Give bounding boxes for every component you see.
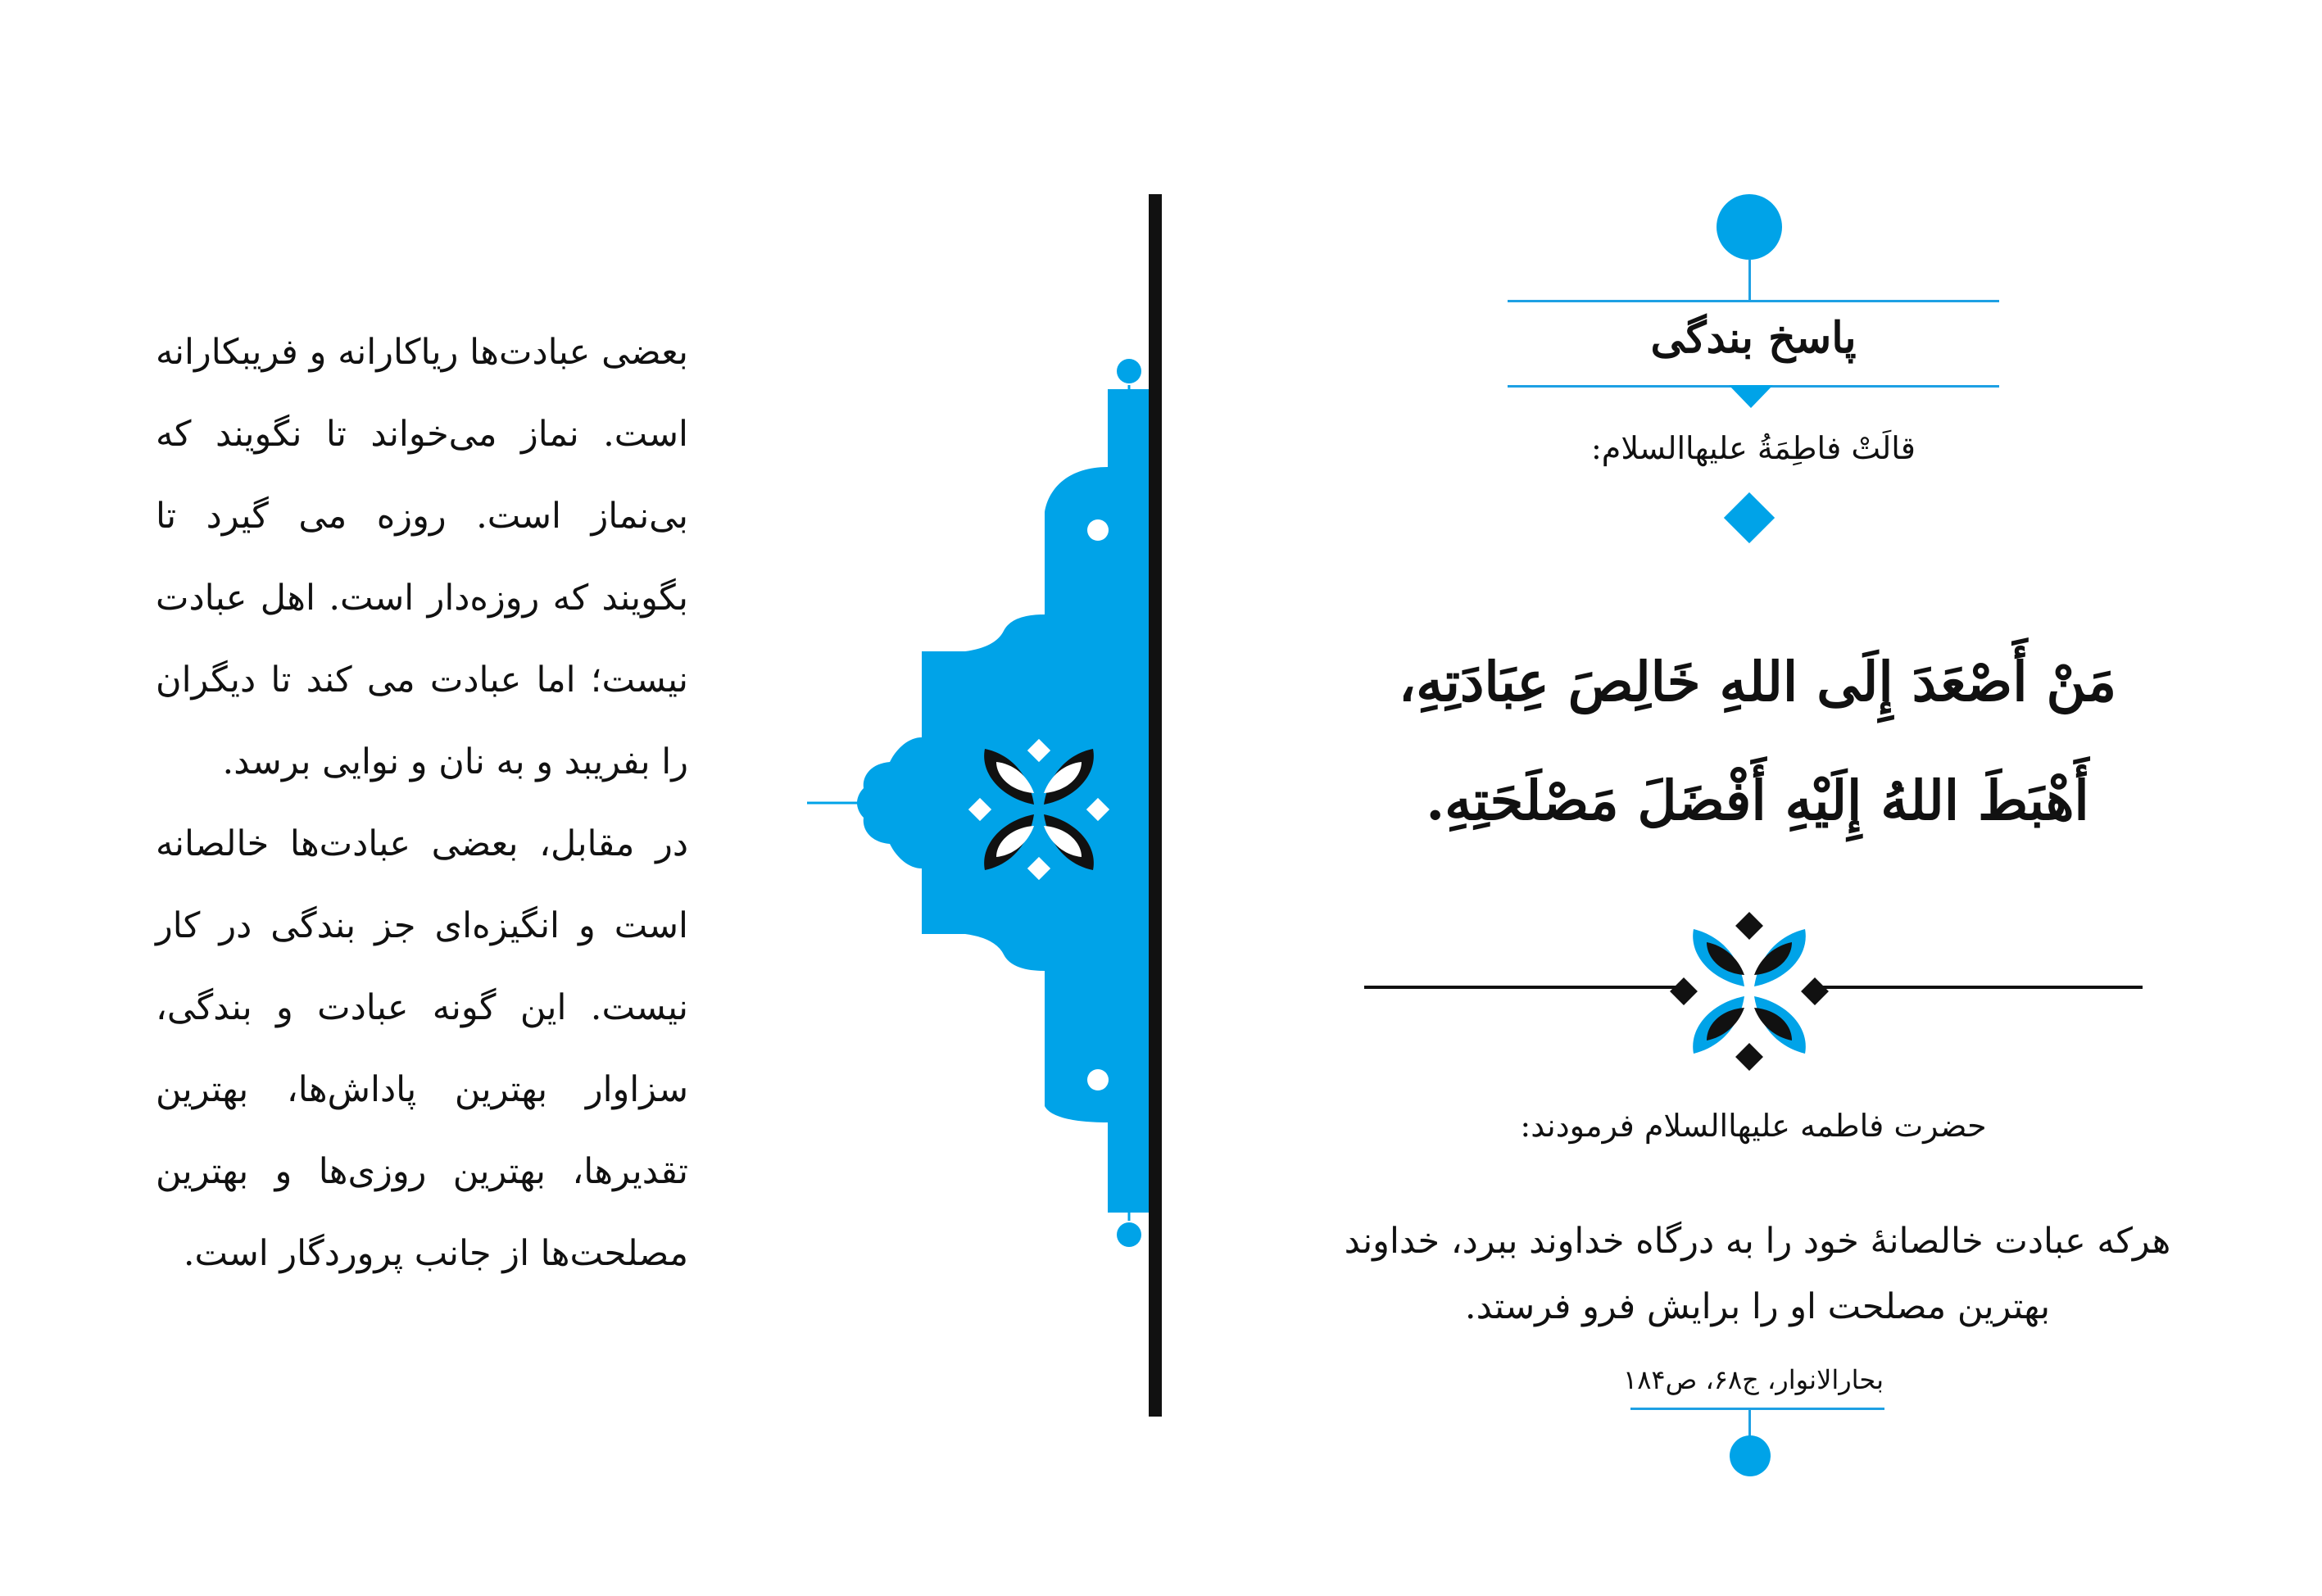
- bottom-stem: [1748, 1409, 1751, 1437]
- four-petal-flower-icon: [965, 736, 1113, 883]
- top-stem: [1748, 259, 1751, 302]
- divider-right-line: [1819, 986, 2143, 989]
- title-top-rule: [1508, 300, 1999, 302]
- bottom-circle-icon: [1730, 1435, 1771, 1476]
- translation-intro: حضرت فاطمه عليها‌السلام فرمودند:: [1520, 1108, 1987, 1144]
- source-reference: بحارالانوار، ج۶۸، ص۱۸۴: [1623, 1364, 1884, 1395]
- divider-left-line: [1364, 986, 1684, 989]
- source-underline: [1630, 1408, 1884, 1410]
- diamond-icon: [1724, 492, 1775, 543]
- quote-intro: قالَتْ فاطِمَةُ عليها‌السلام:: [1591, 430, 1916, 466]
- commentary-paragraph-1: بعضی عبادت‌ها ریاکارانه و فریبکارانه است. نماز می‌خواند تا نگویند که بی‌نماز است. روزه می گیرد تا بگویند که روزه‌دار است. اهل عبادت نیست؛ اما عبادت می کند تا دیگران را بفریبد و به نان و نوایی برسد.: [156, 332, 688, 782]
- top-circle-icon: [1717, 194, 1782, 260]
- section-title: پاسخ بندگی: [1650, 313, 1857, 363]
- commentary-text: [156, 311, 688, 1294]
- down-triangle-icon: [1729, 385, 1773, 410]
- hadith-text: مَنْ أَصْعَدَ إِلَی اللهِ خَالِصَ عِبَادَتِهِ، أَهْبَطَ اللهُ إِلَیْهِ أَفْضَلَ مَصْلَحَتِهِ.: [1398, 650, 2117, 832]
- four-petal-flower-icon: [1667, 909, 1831, 1073]
- translation-text: هرکه عبادت خالصانهٔ خود را به درگاه خداوند ببرد، خداوند بهترین مصلحت او را برایش فرو فرستد.: [1344, 1221, 2171, 1327]
- commentary-paragraph-2: در مقابل، بعضی عبادت‌ها خالصانه است و انگیزه‌ای جز بندگی در کار نیست. این گونه عبادت و بندگی، سزاوار بهترین پاداش‌ها، بهترین تقدیرها، بهترین روزی‌ها و بهترین مصلحت‌ها از جانب پروردگار است.: [156, 823, 688, 1274]
